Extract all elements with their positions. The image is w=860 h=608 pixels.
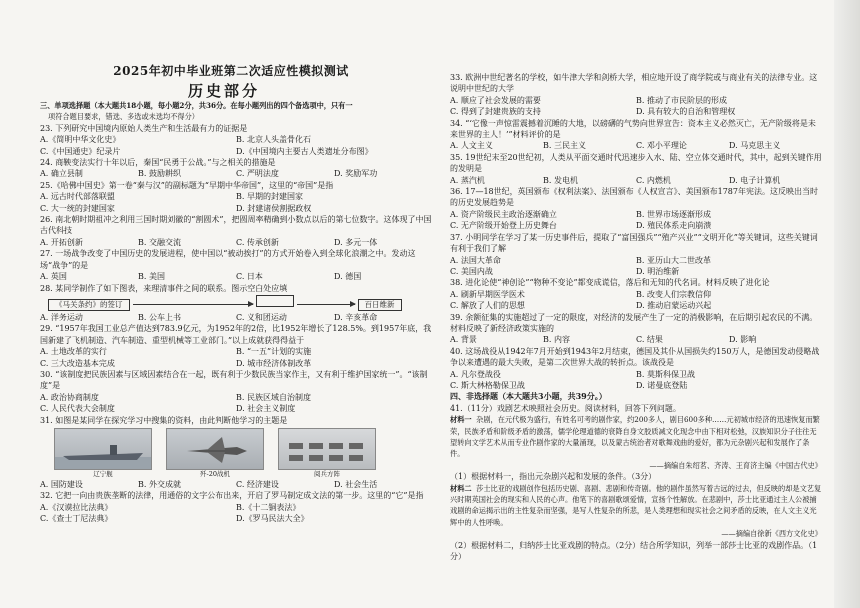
question-list [450,72,822,391]
question-list [40,123,432,283]
option[interactable]: C. 结果 [636,335,663,345]
option[interactable]: B. 亚历山大二世改革 [636,255,711,265]
options [40,346,432,369]
question-32 [40,490,432,524]
page-edge [834,0,860,608]
sub-question-2: （2）根据材料二，归纳莎士比亚戏剧的特点。（2分）结合所学知识，列举一部莎士比亚的戏剧作品。（1分） [450,540,818,562]
option[interactable]: B. 美国 [138,272,165,282]
question [450,277,822,311]
option[interactable]: D.《罗马民法大全》 [236,514,309,524]
option[interactable]: B. 发电机 [543,175,578,185]
option[interactable]: D. 辛亥革命 [334,312,378,322]
options [450,140,822,151]
option[interactable]: B. 公车上书 [138,312,181,322]
question [450,72,822,118]
question [40,157,432,180]
options [450,289,822,312]
option[interactable]: A. 确立县制 [40,169,83,179]
options [450,175,822,186]
question-stem: 37. 小明同学在学习了某一历史事件后，提取了“富国强兵”“殖产兴业”“文明开化”等关键词，这些关键词有利于我们了解 [450,232,818,254]
options [450,209,822,232]
option[interactable]: A. 开拓创新 [40,237,83,247]
option[interactable]: B.《十二铜表法》 [236,502,301,512]
question-stem: 40. 这场战役从1942年7月开始到1943年2月结束，德国及其仆从国损失约150万人，是德国发动侵略战争以来遭遇的最大失败，是第二次世界大战的转折点。该战役是 [450,346,820,368]
option[interactable]: B. 民族区域自治制度 [236,392,311,402]
option[interactable]: B. 世界市场逐渐形成 [636,209,711,219]
option[interactable]: D. 具有较大的自治和管理权 [636,107,736,117]
option[interactable]: C. 邓小平理论 [636,141,687,151]
options [450,334,822,345]
options [40,502,432,525]
option[interactable]: D. 明治维新 [636,266,680,276]
question [40,180,432,214]
question-stem: 32. 它把一向由贵族垄断的法律，用通俗的文字公布出来，开启了罗马制定成文法的第一步。这里的“它”是指 [40,491,424,501]
option[interactable]: B. 莫斯科保卫战 [636,369,695,379]
photo-carrier: 辽宁舰 [54,428,152,479]
option[interactable]: A. 英国 [40,272,67,282]
flow-diagram [48,295,432,311]
question-stem: 28. 某同学制作了如下图表，来理清事件之间的联系。图示空白处应填 [40,283,288,293]
options [40,168,432,179]
question [40,248,432,282]
option[interactable]: A.《汉谟拉比法典》 [40,502,113,512]
option[interactable]: C. 人民代表大会制度 [40,404,115,414]
options [40,271,432,282]
section-heading: 三、单项选择题（本大题共18小题，每小题2分，共36分。在每小题列出的四个备选项中，只有一 项符合题目要求，错选、多选或未选均不得分） [40,101,353,122]
exam-subject: 历史部分 [188,82,261,100]
non-choice-section [450,391,822,562]
option[interactable]: C. 内燃机 [636,175,671,185]
option[interactable]: D. 马克思主义 [729,141,781,151]
option[interactable]: B. 北京人头盖骨化石 [236,135,311,145]
parade-image [278,428,376,470]
option[interactable]: D. 推动启蒙运动兴起 [636,301,712,311]
question [40,123,432,157]
question-stem: 31. 如图是某同学在探究学习中搜集的资料，由此判断他学习的主题是 [40,415,288,425]
left-column [40,0,432,608]
option[interactable]: C. 得到了封建贵族的支持 [450,107,541,117]
option[interactable]: B. 三民主义 [543,141,586,151]
question [450,118,822,152]
option[interactable]: C. 三大改造基本完成 [40,358,115,368]
option[interactable]: A. 政治协商制度 [40,392,99,402]
material-2-source: ——摘编自徐新《西方文化史》 [721,529,822,539]
question-stem: 27. 一场战争改变了中国历史的发展进程，使中国以“被动挨打”的方式开始卷入到全球化浪潮之中。发动这场“战争”的是 [40,249,416,270]
question-stem: 30. “该制度把民族因素与区域因素结合在一起，既有利于少数民族当家作主，又有利于维护国家统一”。“该制度”是 [40,369,428,391]
option[interactable]: A. 土地改革的实行 [40,347,107,357]
question [40,214,432,248]
question [450,152,822,186]
option[interactable]: A. 法国大革命 [450,255,501,265]
option[interactable]: A. 人文主义 [450,141,493,151]
option[interactable]: D. 社会主义制度 [236,404,296,414]
option[interactable]: A. 国防建设 [40,479,83,489]
option[interactable]: D. 殖民体系走向崩溃 [636,221,712,231]
right-column [450,0,822,608]
option[interactable]: B. 推动了市民阶层的形成 [636,95,727,105]
option[interactable]: D.《中国境内主要古人类遗址分布图》 [236,146,373,156]
option[interactable]: A. 资产阶级民主政治逐渐确立 [450,209,557,219]
option[interactable]: B. 交融交流 [138,237,181,247]
question [450,186,822,232]
option[interactable]: D. 诺曼底登陆 [636,380,688,390]
photo-jet: 歼-20战机 [166,428,264,479]
option[interactable]: C. 义和团运动 [236,312,287,322]
option[interactable]: A. 凡尔登战役 [450,369,501,379]
option[interactable]: D. 奖励军功 [334,169,378,179]
material-1: 材料一 杂剧，在元代极为盛行，有姓名可考的剧作家，约200多人，剧目600多种……元初城市经济的迅速恢复而繁荣，民族矛盾和阶级矛盾的激荡，儒学伦理道德的衰降自身文胶质减文化现念中由下相对松弛，汉族知识分子往往无望转向文学艺术从而专业作剧作家的大量涌现，以及蒙古统治者对歌舞戏曲的爱好，都为元杂剧兴起和发展作了条件。 [450,415,820,459]
flow-arrow-icon [133,304,253,305]
option[interactable]: C. 经济建设 [236,479,279,489]
options [450,255,822,278]
question-stem: 39. 余额征集的实施超过了一定的限度，对经济的发展产生了一定的消极影响，在后期引起农民的不满。材料反映了新经济政策实施的 [450,312,818,333]
question-stem: 38. 进化论使“神创论”“物种不变论”都变成谎信，落后和无知的代名词。材料反映了进化论 [450,278,770,288]
option[interactable]: A. 刷新早期医学医术 [450,289,525,299]
question [450,346,822,392]
photo-row [54,428,432,479]
option[interactable]: D. 影响 [729,335,757,345]
option[interactable]: A. 蒸汽机 [450,175,485,185]
question-stem: 29. “1957年我国工业总产值达到783.9亿元，为1952年的2倍，比1952年增长了128.5%。到1957年底，我国新建了飞机制造、汽车制造、重型机械等工业部门。”以上成就获得得益于 [40,324,432,345]
option[interactable]: B. 改变人们宗教信仰 [636,289,711,299]
option[interactable]: A. 洋务运动 [40,312,83,322]
option[interactable]: A. 背景 [450,335,477,345]
flow-arrow-icon [297,304,355,305]
flow-box-right: 百日维新 [358,299,402,311]
options [450,369,822,392]
question [40,369,432,415]
question [450,232,822,278]
photo-parade: 阅兵方阵 [278,428,376,479]
option[interactable]: B. 内容 [543,335,570,345]
option[interactable]: C.《查士丁尼法典》 [40,514,113,524]
question-28 [40,283,432,324]
option[interactable]: A. 顺应了社会发展的需要 [450,95,541,105]
option[interactable]: B. 鼓励耕织 [138,169,181,179]
aircraft-carrier-image [54,428,152,470]
options [40,479,432,490]
option[interactable]: C. 美国内战 [450,266,493,276]
question [450,312,822,346]
option[interactable]: C. 斯大林格勒保卫战 [450,380,525,390]
fighter-jet-image [166,428,264,470]
options [40,134,432,157]
option[interactable]: D. 德国 [334,272,362,282]
option[interactable]: C. 解放了人们的思想 [450,301,525,311]
question-stem: 33. 欧洲中世纪著名的学校，如牛津大学和剑桥大学，相应地开设了商学院或与商业有关的法律专业。这说明中世纪的大学 [450,73,818,94]
options [40,191,432,214]
option[interactable]: C. 无产阶级开始登上历史舞台 [450,221,557,231]
question-stem: 23. 下列研究中国境内原始人类生产和生活最有力的证据是 [40,123,248,133]
option[interactable]: A.《简明中华文化史》 [40,135,121,145]
question-list [40,323,432,414]
options [40,312,432,323]
question-stem: 35. 19世纪末至20世纪初，人类从平面交通时代迅速步入水、陆、空立体交通时代，其中，起到关键作用的发明是 [450,152,822,174]
question-stem: 25.《哈佛中国史》第一卷“秦与汉”的副标题为“早期中华帝国”，这里的“帝国”是指 [40,180,334,190]
option[interactable]: C.《中国通史》纪录片 [40,146,121,156]
flow-box-left: 《马关条约》的签订 [48,299,130,311]
sub-question-1: （1）根据材料一，指出元杂剧兴起和发展的条件。（3分） [450,472,657,482]
question-stem: 36. 17—18世纪，英国颁布《权利法案》、法国颁布《人权宣言》、美国颁布1787年宪法。这反映出当时的历史发展趋势是 [450,187,818,208]
option[interactable]: B. 外交成就 [138,479,181,489]
question-stem: 34. “‘它像一声惊雷震撼着沉睡的大地，以磅礴的气势向世界宣告：资本主义必然灭亡，无产阶级将是未来世界的主人！’”材料评价的是 [450,118,816,140]
option[interactable]: B. 早期的封建国家 [236,192,303,202]
question-stem: 24. 商鞅变法实行十年以后，秦国“民勇于公战。”与之相关的措施是 [40,158,276,168]
option[interactable]: C. 传承创新 [236,237,279,247]
option[interactable]: D. 电子计算机 [729,175,781,185]
material-2: 材料二 莎士比亚的戏剧创作包括历史剧、喜剧、悲剧和传奇剧。他的剧作虽然写着古远的过去，但反映的却是文艺复兴时期英国社会的现实和人民的心声。他笔下的喜剧歌颂爱情，宣扬个性解放。在悲剧中，莎士比亚通过主人公被捕戏剧的命运揭示出的主性复杂而坚强，是写人性复杂的所悲，是人类理想和现实社会之间矛盾的反映，在人文主义光辉中的人性呼唤。 [450,483,822,527]
question-stem: 26. 南北朝时期祖冲之利用三国时期刘徽的“割圆术”，把圆周率精确到小数点以后的第七位数字。这体现了中国古代科技 [40,215,432,236]
options [40,392,432,415]
exam-title: 2025年初中毕业班第二次适应性模拟测试 [113,64,349,78]
options [450,95,822,118]
option[interactable]: D. 多元一体 [334,237,378,247]
material-1-source: ——摘编自朱绍茗、齐涛、王育济主编《中国古代史》 [649,460,822,470]
option[interactable]: A. 远古时代部落联盟 [40,192,115,202]
question [40,323,432,369]
option[interactable]: D. 城市经济体制改革 [236,358,312,368]
question-41: 41.（11分）戏剧艺术映照社会历史。阅读材料，回答下列问题。 [450,403,681,413]
option[interactable]: C. 严明法度 [236,169,279,179]
option[interactable]: D. 社会生活 [334,479,378,489]
option[interactable]: B. “一五”计划的实施 [236,347,312,357]
flow-box-blank [256,295,294,307]
section-heading: 四、非选择题（本大题共3小题，共39分。） [450,391,607,402]
options [40,237,432,248]
option[interactable]: C. 大一统的封建国家 [40,203,115,213]
option[interactable]: D. 封建诸侯割据政权 [236,203,312,213]
question-31 [40,415,432,491]
option[interactable]: C. 日本 [236,272,263,282]
